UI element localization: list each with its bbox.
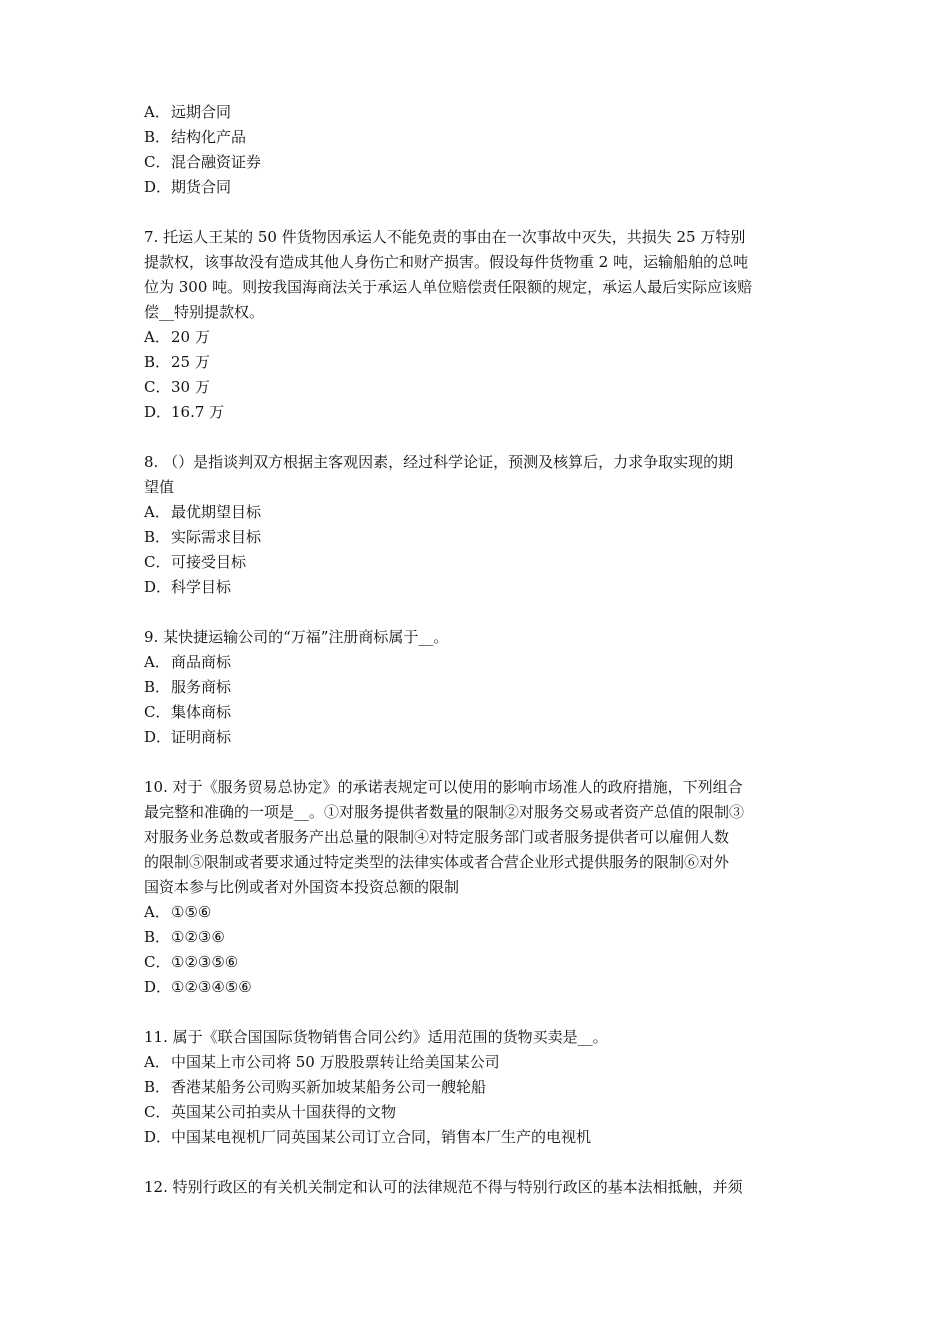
option-d: D．期货合同 — [144, 178, 232, 196]
option-a: A．商品商标 — [144, 653, 232, 671]
option-list-previous — [144, 100, 816, 200]
option-d: D．①②③④⑤⑥ — [144, 978, 252, 996]
question-10 — [144, 775, 816, 1000]
option-a: A．最优期望目标 — [144, 503, 262, 521]
option-d: D．16.7 万 — [144, 403, 225, 421]
question-8 — [144, 450, 816, 600]
question-9 — [144, 625, 816, 750]
question-12 — [144, 1175, 816, 1200]
option-c: C．集体商标 — [144, 703, 232, 721]
question-text-line: 偿__特别提款权。 — [144, 303, 265, 321]
question-text-line: 12. 特别行政区的有关机关制定和认可的法律规范不得与特别行政区的基本法相抵触，并须 — [144, 1178, 743, 1196]
question-text-line: 最完整和准确的一项是__。①对服务提供者数量的限制②对服务交易或者资产总值的限制③ — [144, 803, 745, 821]
question-text-line: 7. 托运人王某的 50 件货物因承运人不能免责的事由在一次事故中灭失，共损失 25 万特别 — [144, 228, 746, 246]
option-c: C．混合融资证券 — [144, 153, 262, 171]
option-b: B．①②③⑥ — [144, 928, 225, 946]
document-page — [144, 100, 816, 1200]
option-a: A．①⑤⑥ — [144, 903, 212, 921]
question-text-line: 国资本参与比例或者对外国资本投资总额的限制 — [144, 878, 460, 896]
option-c: C．30 万 — [144, 378, 210, 396]
option-c: C．英国某公司拍卖从十国获得的文物 — [144, 1103, 397, 1121]
question-text-line: 望值 — [144, 478, 175, 496]
question-text-line: 10. 对于《服务贸易总协定》的承诺表规定可以使用的影响市场准人的政府措施，下列组合 — [144, 778, 743, 796]
option-b: B．香港某船务公司购买新加坡某船务公司一艘轮船 — [144, 1078, 487, 1096]
option-a: A．中国某上市公司将 50 万股股票转让给美国某公司 — [144, 1053, 500, 1071]
option-b: B．实际需求目标 — [144, 528, 262, 546]
option-d: D．证明商标 — [144, 728, 232, 746]
option-b: B．25 万 — [144, 353, 210, 371]
question-text-line: 位为 300 吨。则按我国海商法关于承运人单位赔偿责任限额的规定，承运人最后实际应该赔 — [144, 278, 753, 296]
option-b: B．服务商标 — [144, 678, 232, 696]
question-text-line: 的限制⑤限制或者要求通过特定类型的法律实体或者合营企业形式提供服务的限制⑥对外 — [144, 853, 730, 871]
question-7 — [144, 225, 816, 425]
option-d: D．中国某电视机厂同英国某公司订立合同，销售本厂生产的电视机 — [144, 1128, 592, 1146]
option-a: A．20 万 — [144, 328, 210, 346]
question-text-line: 9. 某快捷运输公司的“万福”注册商标属于__。 — [144, 628, 449, 646]
question-11 — [144, 1025, 816, 1150]
question-text-line: 提款权，该事故没有造成其他人身伤亡和财产损害。假设每件货物重 2 吨，运输船舶的总吨 — [144, 253, 749, 271]
question-text-line: 11. 属于《联合国国际货物销售合同公约》适用范围的货物买卖是__。 — [144, 1028, 608, 1046]
option-c: C．①②③⑤⑥ — [144, 953, 239, 971]
option-c: C．可接受目标 — [144, 553, 247, 571]
option-d: D．科学目标 — [144, 578, 232, 596]
question-text-line: 8. （）是指谈判双方根据主客观因素，经过科学论证，预测及核算后，力求争取实现的期 — [144, 453, 734, 471]
option-a: A．远期合同 — [144, 103, 232, 121]
option-b: B．结构化产品 — [144, 128, 247, 146]
question-text-line: 对服务业务总数或者服务产出总量的限制④对特定服务部门或者服务提供者可以雇佣人数 — [144, 828, 730, 846]
